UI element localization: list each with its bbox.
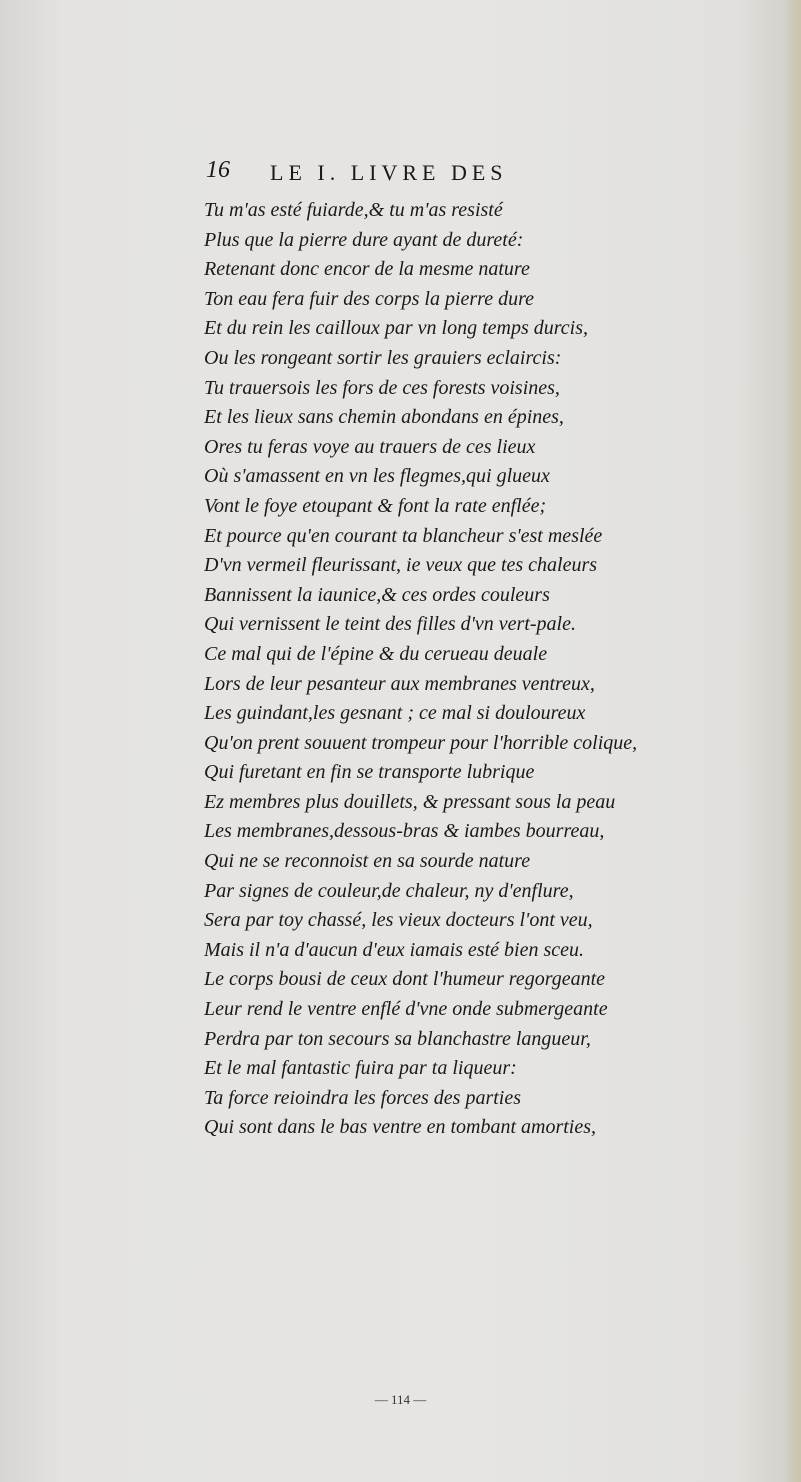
verse-line: Ou les rongeant sortir les grauiers eclaircis: (204, 346, 562, 369)
verse-line: Retenant donc encor de la mesme nature (204, 258, 530, 281)
verse-line: Ce mal qui de l'épine & du cerueau deuale (204, 642, 548, 665)
verse-line: Leur rend le ventre enflé d'vne onde submergeante (204, 998, 608, 1021)
verse-line: Tu trauersois les fors de ces forests voisines, (204, 376, 560, 399)
verse-line: Qui sont dans le bas ventre en tombant amorties, (204, 1116, 597, 1139)
page-number: 16 (206, 157, 230, 183)
footer-page-number: — 114 — (374, 1392, 427, 1407)
verse-line: Les membranes,dessous-bras & iambes bourreau, (204, 820, 605, 843)
verse-line: Lors de leur pesanteur aux membranes ventreux, (204, 672, 595, 695)
verse-line: Et les lieux sans chemin abondans en épines, (204, 406, 564, 429)
verse-line: Ta force reioindra les forces des parties (204, 1086, 522, 1109)
verse-line: Qui vernissent le teint des filles d'vn vert-pale. (204, 613, 576, 636)
verse-line: Bannissent la iaunice,& ces ordes couleurs (204, 583, 550, 606)
verse-line: Où s'amassent en vn les flegmes,qui glueux (204, 465, 550, 488)
running-head: LE I. LIVRE DES (270, 160, 508, 185)
verse-line: Par signes de couleur,de chaleur, ny d'enflure, (204, 879, 574, 902)
verse-line: Et le mal fantastic fuira par ta liqueur: (204, 1057, 517, 1080)
verse-line: Et pource qu'en courant ta blancheur s'est meslée (204, 524, 603, 547)
verse-line: Qui ne se reconnoist en sa sourde nature (204, 850, 531, 873)
page-edge-shadow (783, 0, 801, 1482)
verse-line: Ez membres plus douillets, & pressant sous la peau (204, 790, 616, 813)
verse-line: Le corps bousi de ceux dont l'humeur regorgeante (204, 968, 606, 991)
verse-line: Tu m'as esté fuiarde,& tu m'as resisté (204, 199, 503, 221)
verse-line: Vont le foye etoupant & font la rate enflée; (204, 494, 547, 517)
verse-line: Sera par toy chassé, les vieux docteurs l'ont veu, (204, 909, 593, 932)
verse-line: D'vn vermeil fleurissant, ie veux que tes chaleurs (204, 554, 598, 577)
verse-line: Perdra par ton secours sa blanchastre langueur, (204, 1027, 591, 1050)
verse-line: Mais il n'a d'aucun d'eux iamais esté bien sceu. (204, 938, 584, 961)
verse-list (204, 196, 764, 1143)
verse-line: Ores tu feras voye au trauers de ces lieux (204, 435, 536, 458)
verse-line: Qui furetant en fin se transporte lubrique (204, 761, 535, 784)
verse-line: Qu'on prent souuent trompeur pour l'horrible colique, (204, 731, 638, 754)
verse-line: Plus que la pierre dure ayant de dureté: (204, 228, 524, 251)
verse-line: Les guindant,les gesnant ; ce mal si douloureux (204, 702, 586, 725)
verse-line: Et du rein les cailloux par vn long temps durcis, (204, 317, 589, 340)
verse-line: Ton eau fera fuir des corps la pierre dure (204, 287, 534, 310)
